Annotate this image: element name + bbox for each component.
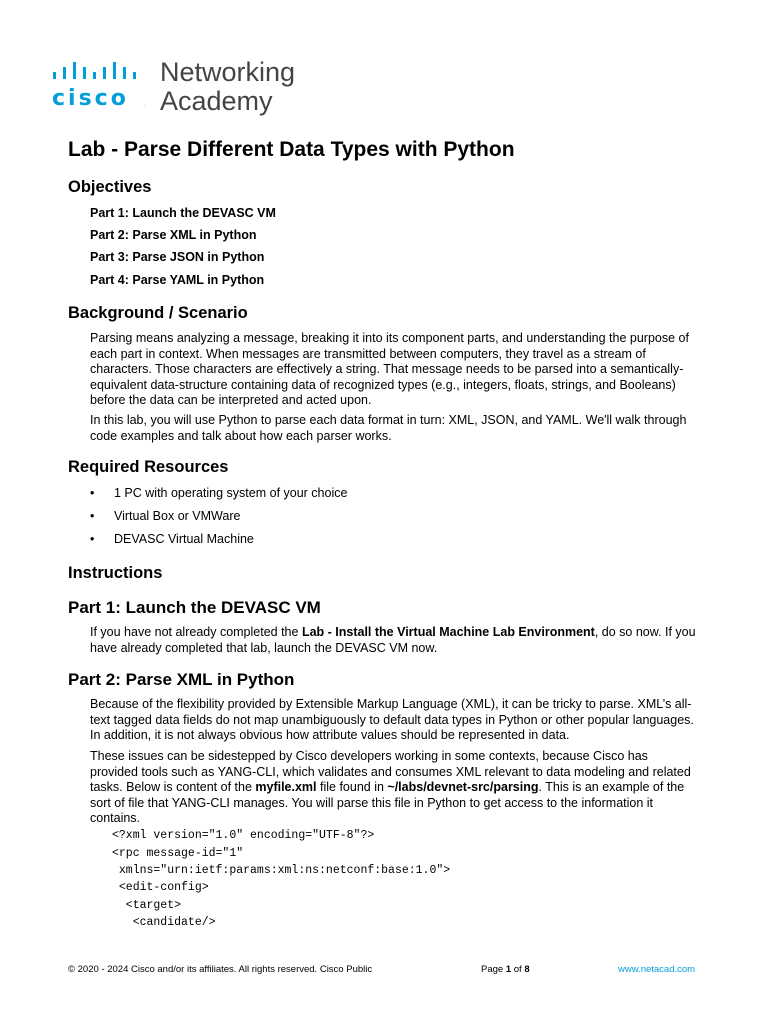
text-line: contains. [90, 811, 141, 825]
code-line: <target> [112, 899, 182, 912]
text-line: In this lab, you will use Python to parse each data format in turn: XML, JSON, and YAML. We'll walk through [90, 413, 687, 427]
code-line: <edit-config> [112, 881, 209, 894]
text-line: Because of the flexibility provided by Extensible Markup Language (XML), it can be tricky to parse. XML’s all- [90, 697, 692, 711]
filename: myfile.xml [255, 780, 317, 794]
trademark-mark: . [144, 102, 146, 108]
objective-item: Part 2: Parse XML in Python [90, 228, 257, 242]
background-heading: Background / Scenario [68, 304, 248, 322]
cisco-wordmark: cisco [52, 86, 129, 111]
part2-heading: Part 2: Parse XML in Python [68, 670, 295, 689]
text-run: , do so now. If you [594, 625, 696, 639]
bullet-icon: • [90, 486, 95, 500]
resource-item [90, 486, 347, 500]
page-current: 1 [505, 964, 512, 975]
text-line: sort of file that YANG-CLI manages. You will parse this file in Python to get access to the information it [90, 795, 654, 810]
background-paragraph-1 [90, 331, 710, 409]
resource-label: DEVASC Virtual Machine [114, 532, 254, 546]
page-title: Lab - Parse Different Data Types with Python [68, 138, 515, 161]
text-line [90, 625, 710, 641]
code-line: xmlns="urn:ietf:params:xml:ns:netconf:base:1.0"> [112, 864, 451, 877]
resource-item [90, 532, 254, 546]
resource-item [90, 509, 240, 523]
text-run: Page [481, 964, 506, 975]
text-run: of [511, 964, 525, 975]
logo-networking-text: Networking [160, 57, 296, 87]
logo-academy-text: Academy [160, 86, 273, 116]
footer-link[interactable]: www.netacad.com [618, 964, 696, 975]
text-line: equivalent data-structure containing data of recognized types (e.g., integers, floats, strings, and Booleans) [90, 377, 676, 392]
background-paragraph-2 [90, 413, 710, 444]
text-line: provided tools such as YANG-CLI, which validates and consumes XML relevant to data modeling and related [90, 764, 691, 779]
part2-paragraph-2 [90, 749, 710, 827]
objectives-heading: Objectives [68, 178, 152, 196]
cisco-networking-academy-logo [52, 56, 312, 120]
text-line: In addition, it is not always obvious how attribute values should be represented in data. [90, 728, 570, 742]
objective-item: Part 4: Parse YAML in Python [90, 273, 265, 287]
part1-heading: Part 1: Launch the DEVASC VM [68, 598, 321, 617]
text-line: each part in context. When messages are transmitted between computers, they travel as a stream of [90, 346, 646, 361]
text-run: file found in [316, 780, 388, 794]
resource-label: Virtual Box or VMWare [114, 509, 241, 523]
page-total: 8 [524, 964, 530, 975]
code-line: <candidate/> [112, 916, 216, 929]
text-line: have already completed that lab, launch the DEVASC VM now. [90, 640, 438, 655]
bullet-icon: • [90, 509, 95, 523]
code-line: <?xml version="1.0" encoding="UTF-8"?> [112, 829, 375, 842]
text-line: text tagged data fields do not map unambiguously to default data types in Python or other popular languages. [90, 712, 694, 727]
objective-item: Part 1: Launch the DEVASC VM [90, 206, 276, 220]
text-line: before the data can be interpreted and acted upon. [90, 393, 372, 407]
resources-heading: Required Resources [68, 458, 229, 476]
text-line: characters. Those characters are effectively a string. That message needs to be parsed into a semantically- [90, 362, 684, 376]
file-path: ~/labs/devnet-src/parsing [387, 780, 539, 794]
text-line: Parsing means analyzing a message, breaking it into its component parts, and understanding the purpose of [90, 331, 689, 345]
bullet-icon: • [90, 532, 95, 546]
text-run: tasks. Below is content of the [90, 780, 256, 794]
footer-page-number [481, 964, 530, 975]
part1-paragraph [90, 625, 710, 656]
text-line [90, 780, 710, 796]
code-line: <rpc message-id="1" [112, 847, 244, 860]
resource-label: 1 PC with operating system of your choice [114, 486, 348, 500]
text-run: . This is an example of the [538, 780, 685, 794]
footer-copyright: © 2020 - 2024 Cisco and/or its affiliates. All rights reserved. Cisco Public [68, 964, 373, 975]
lab-reference: Lab - Install the Virtual Machine Lab Environment [301, 625, 595, 639]
text-line: code examples and talk about how each parser works. [90, 428, 392, 443]
part2-paragraph-1 [90, 697, 710, 744]
objective-item: Part 3: Parse JSON in Python [90, 250, 265, 264]
instructions-heading: Instructions [68, 564, 163, 582]
text-run: If you have not already completed the [90, 625, 302, 639]
cisco-bars-icon [52, 62, 147, 82]
text-line: These issues can be sidestepped by Cisco developers working in some contexts, because Cisco has [90, 749, 648, 763]
